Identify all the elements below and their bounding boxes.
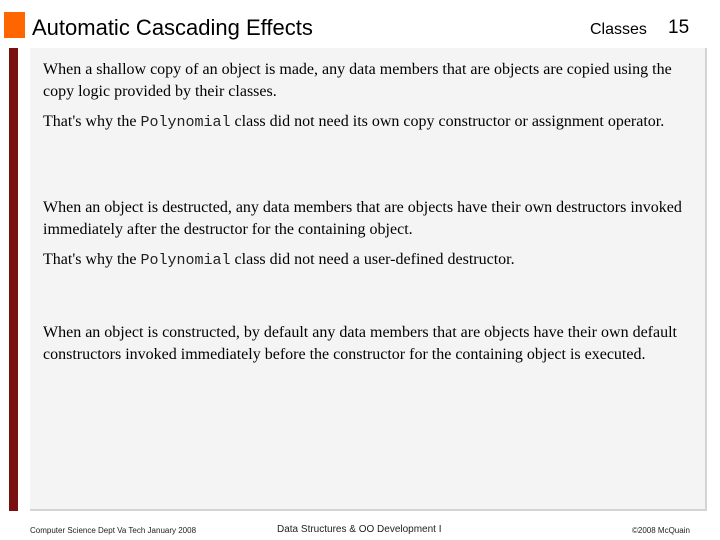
section-label: Classes <box>590 21 647 38</box>
text-after-code: class did not need its own copy constructor or assignment operator. <box>230 113 665 130</box>
footer-copyright: ©2008 McQuain <box>632 526 690 535</box>
paragraph-construction: When an object is constructed, by default any data members that are objects have their own default constructors invoked immediately before the constructor for the containing object is executed. <box>43 324 677 363</box>
page-number: 15 <box>668 17 690 38</box>
text-before-code: That's why the <box>43 251 141 268</box>
footer-course: Data Structures & OO Development I <box>277 524 442 535</box>
code-polynomial: Polynomial <box>140 252 231 269</box>
left-accent-bar <box>9 48 18 511</box>
text-before-code: That's why the <box>43 113 141 130</box>
text-after-code: class did not need a user-defined destructor. <box>230 251 515 268</box>
footer-department: Computer Science Dept Va Tech January 2008 <box>30 526 197 535</box>
title-accent-square <box>4 12 25 38</box>
slide-title: Automatic Cascading Effects <box>32 15 313 40</box>
paragraph-destruction: When an object is destructed, any data members that are objects have their own destructors invoked immediately after the destructor for the containing object. <box>43 199 682 238</box>
paragraph-copy-consequence <box>43 111 698 134</box>
paragraph-shallow-copy: When a shallow copy of an object is made, any data members that are objects are copied using the copy logic provided by their classes. <box>43 61 672 100</box>
code-polynomial: Polynomial <box>140 114 231 131</box>
paragraph-destructor-consequence <box>43 249 698 272</box>
